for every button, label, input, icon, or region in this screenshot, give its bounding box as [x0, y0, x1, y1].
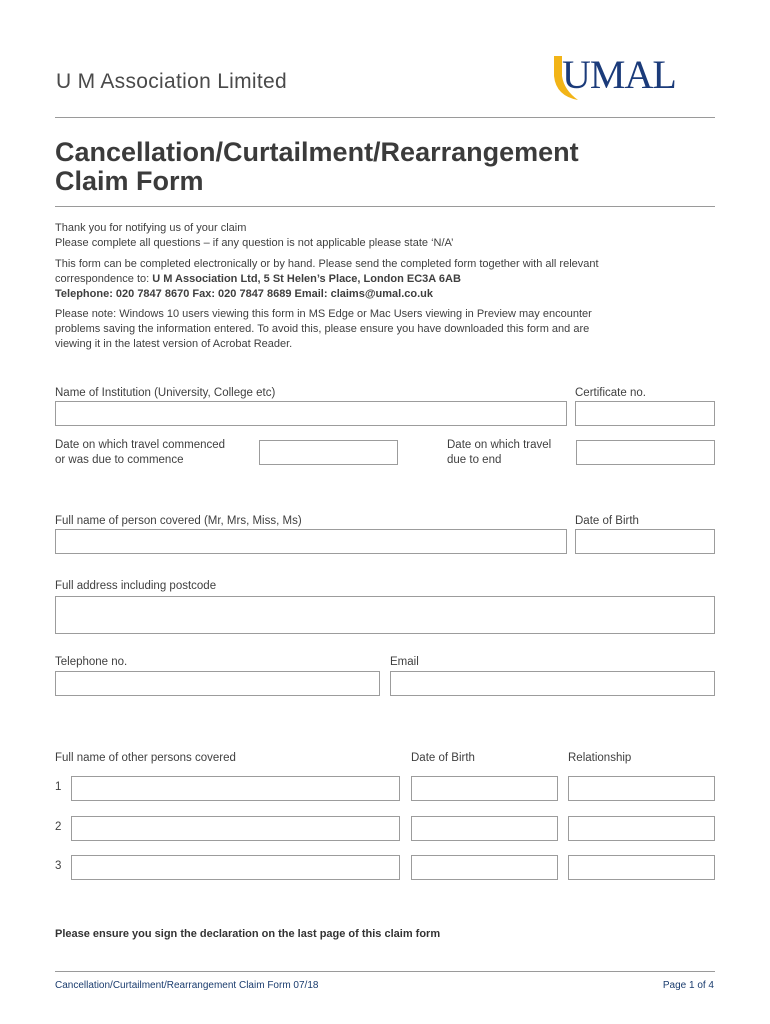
travel-start-label-line: Date on which travel commenced — [55, 439, 226, 451]
other-person-2-name-input[interactable] — [71, 816, 400, 841]
other-persons-relationship-header: Relationship — [568, 752, 632, 764]
travel-start-label-line: or was due to commence — [55, 454, 184, 466]
address-label: Full address including postcode — [55, 580, 217, 592]
institution-label: Name of Institution (University, College etc) — [55, 387, 276, 399]
header-divider — [55, 117, 715, 118]
intro-paragraph-3 — [55, 307, 592, 352]
travel-end-label — [447, 438, 551, 468]
other-person-1-dob-input[interactable] — [411, 776, 558, 801]
row-number: 2 — [55, 821, 62, 833]
certificate-input[interactable] — [575, 401, 715, 426]
row-number: 3 — [55, 860, 62, 872]
institution-input[interactable] — [55, 401, 567, 426]
form-title-line-1: Cancellation/Curtailment/Rearrangement — [55, 137, 579, 167]
email-label: Email — [390, 656, 419, 668]
other-person-3-name-input[interactable] — [71, 855, 400, 880]
row-number: 1 — [55, 781, 62, 793]
intro-address-line — [55, 272, 599, 287]
email-input[interactable] — [390, 671, 715, 696]
dob-label: Date of Birth — [575, 515, 639, 527]
other-person-3-dob-input[interactable] — [411, 855, 558, 880]
travel-start-label — [55, 438, 225, 468]
other-persons-dob-header: Date of Birth — [411, 752, 475, 764]
logo-wordmark: UMAL — [562, 52, 676, 97]
intro-address-prefix: correspondence to: — [55, 273, 153, 285]
intro-contact-line: Telephone: 020 7847 8670 Fax: 020 7847 8689 Email: claims@umal.co.uk — [55, 288, 434, 300]
other-person-2-dob-input[interactable] — [411, 816, 558, 841]
footer-form-name: Cancellation/Curtailment/Rearrangement Claim Form 07/18 — [55, 980, 319, 991]
organisation-name: U M Association Limited — [56, 70, 287, 93]
footer-divider — [55, 971, 715, 972]
other-person-2-relationship-input[interactable] — [568, 816, 715, 841]
telephone-input[interactable] — [55, 671, 380, 696]
form-title — [55, 138, 579, 196]
form-title-line-2: Claim Form — [55, 166, 204, 196]
intro-paragraph-2 — [55, 257, 599, 302]
travel-end-input[interactable] — [576, 440, 715, 465]
umal-logo — [548, 50, 716, 104]
travel-end-label-line: Date on which travel — [447, 439, 552, 451]
intro-line: Please note: Windows 10 users viewing this form in MS Edge or Mac Users viewing in Preview may encounter — [55, 308, 592, 320]
intro-paragraph-1 — [55, 221, 453, 251]
other-person-3-relationship-input[interactable] — [568, 855, 715, 880]
footer-page-number: Page 1 of 4 — [662, 980, 714, 991]
intro-address: U M Association Ltd, 5 St Helen’s Place, London EC3A 6AB — [152, 273, 461, 285]
person-covered-label: Full name of person covered (Mr, Mrs, Miss, Ms) — [55, 515, 302, 527]
intro-line: Thank you for notifying us of your claim — [55, 222, 247, 234]
intro-line: problems saving the information entered. To avoid this, please ensure you have downloaded this form and are — [55, 323, 590, 335]
intro-line: viewing it in the latest version of Acrobat Reader. — [55, 338, 293, 350]
other-person-1-name-input[interactable] — [71, 776, 400, 801]
intro-line: Please complete all questions – if any question is not applicable please state ‘N/A’ — [55, 237, 454, 249]
address-input[interactable] — [55, 596, 715, 634]
certificate-label: Certificate no. — [575, 387, 646, 399]
travel-end-label-line: due to end — [447, 454, 502, 466]
telephone-label: Telephone no. — [55, 656, 128, 668]
signature-notice: Please ensure you sign the declaration on the last page of this claim form — [55, 928, 441, 940]
title-divider — [55, 206, 715, 207]
intro-line: This form can be completed electronically or by hand. Please send the completed form together with all relevant — [55, 258, 599, 270]
person-covered-input[interactable] — [55, 529, 567, 554]
dob-input[interactable] — [575, 529, 715, 554]
other-person-1-relationship-input[interactable] — [568, 776, 715, 801]
other-persons-name-header: Full name of other persons covered — [55, 752, 236, 764]
travel-start-input[interactable] — [259, 440, 398, 465]
